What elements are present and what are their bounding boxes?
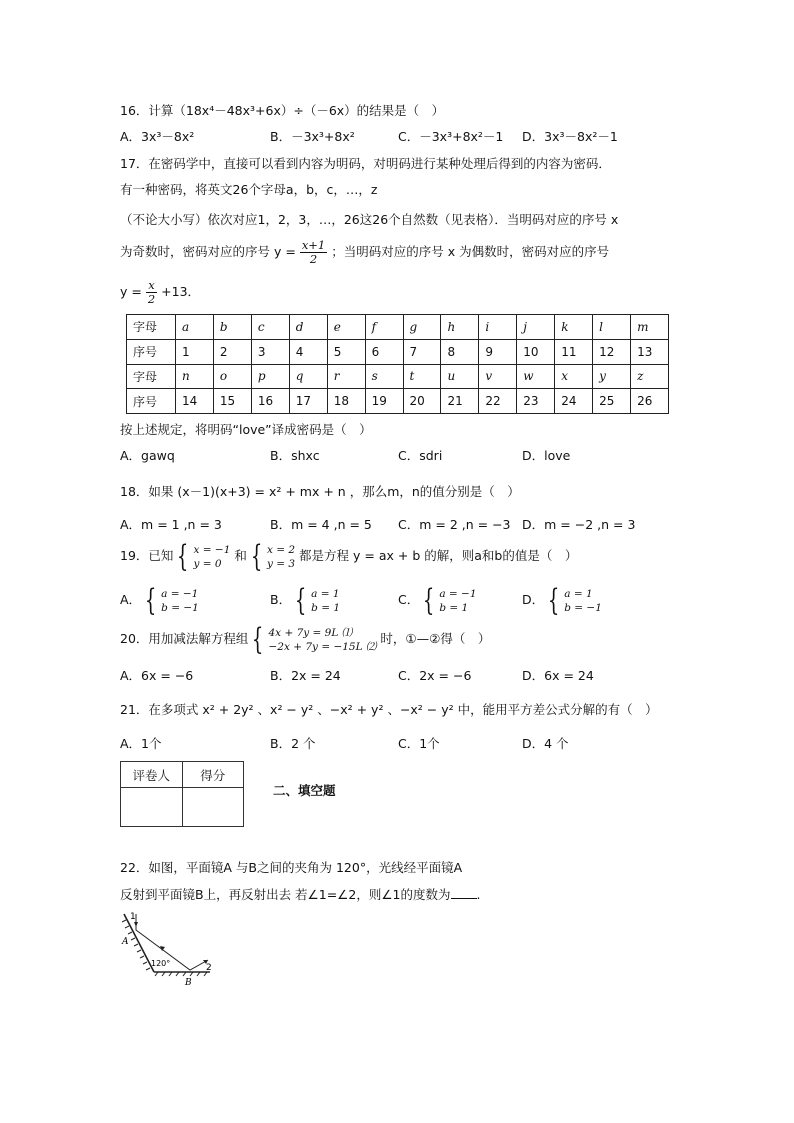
option-system (564, 587, 602, 615)
table-cell: 11 (555, 339, 593, 364)
brace-icon: { (423, 582, 435, 618)
q16-option-d[interactable]: D．3x³－8x²－1 (522, 129, 618, 144)
table-row (127, 364, 669, 389)
system-line: a = 1 (311, 587, 340, 600)
option-system (439, 587, 476, 615)
q19-stem (120, 540, 577, 572)
q17-line5-pre: y = (120, 284, 142, 299)
q19-options (120, 583, 680, 617)
table-cell: i (479, 315, 517, 340)
q17-line2: 有一种密码，将英文26个字母a，b，c，…，z (120, 182, 378, 197)
table-cell: 20 (403, 389, 441, 414)
table-cell: h (441, 315, 479, 340)
answer-blank[interactable] (451, 886, 477, 899)
q17-option-b[interactable]: B．shxc (270, 448, 320, 463)
system-line: a = −1 (161, 587, 199, 600)
q17-fraction-even (146, 279, 157, 306)
q19-mid: 和 (234, 548, 247, 563)
q20-option-a[interactable]: A．6x = −6 (120, 668, 194, 683)
table-row (127, 339, 669, 364)
brace-icon: { (252, 621, 264, 657)
table-cell: 6 (365, 339, 403, 364)
q16-option-a[interactable]: A．3x³－8x² (120, 129, 195, 144)
table-cell: n (176, 364, 214, 389)
q17-options (120, 446, 680, 466)
table-header-letter: 字母 (127, 364, 176, 389)
q17-option-a[interactable]: A．gawq (120, 448, 175, 463)
mirror-b-label: B (185, 978, 192, 988)
table-cell: 2 (213, 339, 251, 364)
table-cell: 3 (251, 339, 289, 364)
q16-stem: 16．计算（18x⁴－48x³+6x）÷（－6x）的结果是（ ） (120, 103, 445, 118)
table-row (121, 788, 244, 827)
option-label: A． (120, 592, 142, 607)
table-cell: t (403, 364, 441, 389)
q18-stem: 18．如果 (x－1)(x+3) = x² + mx + n ，那么m，n的值分别是（ ） (120, 484, 520, 499)
table-cell: b (213, 315, 251, 340)
table-cell: l (593, 315, 631, 340)
q18-option-a[interactable]: A．m = 1 ,n = 3 (120, 517, 222, 532)
angle-1-label: 1 (130, 912, 136, 922)
table-row (127, 389, 669, 414)
q19-pre: 19．已知 (120, 548, 174, 563)
table-cell: p (251, 364, 289, 389)
q20-option-d[interactable]: D．6x = 24 (522, 668, 594, 683)
q19-option-a[interactable] (120, 583, 199, 617)
system-line: b = −1 (161, 601, 199, 614)
table-cell: 13 (631, 339, 669, 364)
table-cell: 15 (213, 389, 251, 414)
table-cell: g (403, 315, 441, 340)
table-cell: j (517, 315, 555, 340)
table-cell: f (365, 315, 403, 340)
table-row (121, 762, 244, 788)
table-cell: u (441, 364, 479, 389)
q18-options (120, 515, 680, 535)
q18-option-b[interactable]: B．m = 4 ,n = 5 (270, 517, 372, 532)
q17-fraction-odd-num: x+1 (301, 238, 326, 252)
table-cell: 4 (289, 339, 327, 364)
q21-option-c[interactable]: C．1个 (398, 736, 440, 751)
brace-icon: { (294, 582, 307, 618)
q19-option-b[interactable] (270, 583, 340, 617)
table-cell: 7 (403, 339, 441, 364)
table-cell: 8 (441, 339, 479, 364)
q21-option-d[interactable]: D．4 个 (522, 736, 569, 751)
q22-line2-end: . (476, 887, 481, 902)
q21-stem: 21．在多项式 x² + 2y² 、x² − y² 、−x² + y² 、−x² − y² 中，能用平方差公式分解的有（ ） (120, 702, 658, 717)
system-line: a = 1 (564, 587, 593, 600)
q21-option-b[interactable]: B．2 个 (270, 736, 316, 751)
q17-option-c[interactable]: C．sdri (398, 448, 443, 463)
mirror-a (124, 914, 154, 972)
table-cell: c (251, 315, 289, 340)
q20-stem (120, 622, 490, 656)
table-cell: v (479, 364, 517, 389)
q20-option-c[interactable]: C．2x = −6 (398, 668, 472, 683)
table-cell: 14 (176, 389, 214, 414)
option-label: D． (522, 592, 545, 607)
q20-options (120, 666, 680, 686)
q17-line3: （不论大小写）依次对应1，2，3，…，26这26个自然数（见表格）．当明码对应的序号 x (120, 212, 619, 227)
q19-post: 都是方程 y = ax + b 的解，则a和b的值是（ ） (299, 548, 578, 563)
table-header-letter: 字母 (127, 315, 176, 340)
q17-line5-post: +13． (161, 284, 201, 299)
q17-fraction-odd-den: 2 (309, 252, 318, 266)
system-line: x = −1 (193, 543, 231, 556)
letter-code-table (126, 314, 669, 414)
table-cell: 16 (251, 389, 289, 414)
q18-option-d[interactable]: D．m = −2 ,n = 3 (522, 517, 636, 532)
table-cell: e (327, 315, 365, 340)
light-ray (136, 914, 208, 970)
q22-line2 (120, 886, 481, 904)
q19-system-2 (267, 543, 295, 571)
q17-fraction-even-den: 2 (147, 292, 156, 306)
grade-box (120, 761, 244, 827)
table-cell: o (213, 364, 251, 389)
q19-option-c[interactable] (398, 583, 477, 617)
option-system (311, 587, 340, 615)
q17-fraction-odd (300, 239, 327, 266)
section-title: 二、填空题 (273, 783, 336, 798)
table-cell: 25 (593, 389, 631, 414)
table-cell: m (631, 315, 669, 340)
table-cell: s (365, 364, 403, 389)
option-label: B． (270, 592, 292, 607)
angle-120-label: 120° (151, 959, 171, 968)
q16-options (120, 127, 680, 147)
table-cell: 22 (479, 389, 517, 414)
q22-line2-text: 反射到平面镜B上，再反射出去 若∠1=∠2，则∠1的度数为 (120, 887, 451, 902)
q19-option-d[interactable] (522, 583, 602, 617)
q21-options (120, 734, 680, 754)
system-line: y = 0 (193, 557, 222, 570)
reviewer-cell[interactable] (121, 788, 183, 827)
arrow-down-icon (134, 922, 138, 927)
table-cell: a (176, 315, 214, 340)
table-cell: x (555, 364, 593, 389)
system-line: a = −1 (439, 587, 477, 600)
table-cell: 12 (593, 339, 631, 364)
table-cell: q (289, 364, 327, 389)
system-line: b = 1 (311, 601, 341, 614)
q22-line1: 22．如图，平面镜A 与B之间的夹角为 120°，光线经平面镜A (120, 860, 463, 875)
table-cell: 21 (441, 389, 479, 414)
table-row (127, 315, 669, 340)
reviewer-header: 评卷人 (121, 762, 183, 788)
table-cell: r (327, 364, 365, 389)
brace-icon: { (547, 582, 560, 618)
table-cell: 26 (631, 389, 669, 414)
system-line: −2x + 7y = −15L ⑵ (268, 640, 377, 653)
q16-option-b[interactable]: B．－3x³+8x² (270, 129, 355, 144)
mirror-a-label: A (122, 937, 129, 947)
table-cell: 23 (517, 389, 555, 414)
q17-line4-pre: 为奇数时，密码对应的序号 y = (120, 244, 296, 259)
score-header: 得分 (182, 762, 244, 788)
table-cell: y (593, 364, 631, 389)
q17-ask: 按上述规定，将明码“love”译成密码是（ ） (120, 422, 372, 437)
table-cell: 5 (327, 339, 365, 364)
q21-option-a[interactable]: A．1个 (120, 736, 162, 751)
system-line: b = −1 (564, 601, 602, 614)
q20-option-b[interactable]: B．2x = 24 (270, 668, 341, 683)
q17-fraction-even-num: x (146, 279, 157, 293)
system-line: y = 3 (266, 557, 296, 570)
q17-option-d[interactable]: D．love (522, 448, 571, 463)
table-header-number: 序号 (127, 389, 176, 414)
option-system (161, 587, 199, 615)
system-line: b = 1 (439, 601, 469, 614)
table-cell: 19 (365, 389, 403, 414)
table-cell: z (631, 364, 669, 389)
q17-line1: 17．在密码学中，直接可以看到内容为明码，对明码进行某种处理后得到的内容为密码． (120, 156, 611, 171)
system-line: 4x + 7y = 9L ⑴ (268, 626, 353, 639)
q17-line4 (120, 237, 609, 267)
table-cell: 10 (517, 339, 555, 364)
table-header-number: 序号 (127, 339, 176, 364)
q20-pre: 20．用加减法解方程组 (120, 631, 249, 646)
q20-system (269, 626, 377, 654)
q18-option-c[interactable]: C．m = 2 ,n = −3 (398, 517, 511, 532)
mirror-figure (118, 910, 218, 990)
angle-2-label: 2 (206, 963, 212, 973)
table-cell: k (555, 315, 593, 340)
table-cell: d (289, 315, 327, 340)
brace-icon: { (144, 582, 157, 618)
brace-icon: { (177, 538, 189, 574)
system-line: x = 2 (266, 543, 296, 556)
q16-option-c[interactable]: C．－3x³+8x²－1 (398, 129, 504, 144)
table-cell: w (517, 364, 555, 389)
table-cell: 24 (555, 389, 593, 414)
table-cell: 1 (176, 339, 214, 364)
option-label: C． (398, 592, 420, 607)
brace-icon: { (250, 538, 263, 574)
q20-post: 时，①—②得（ ） (380, 631, 491, 646)
q17-line4-post: ；当明码对应的序号 x 为偶数时，密码对应的序号 (331, 244, 610, 259)
q17-line5 (120, 277, 200, 307)
table-cell: 17 (289, 389, 327, 414)
table-cell: 9 (479, 339, 517, 364)
score-cell[interactable] (182, 788, 244, 827)
q19-system-1 (194, 543, 231, 571)
table-cell: 18 (327, 389, 365, 414)
